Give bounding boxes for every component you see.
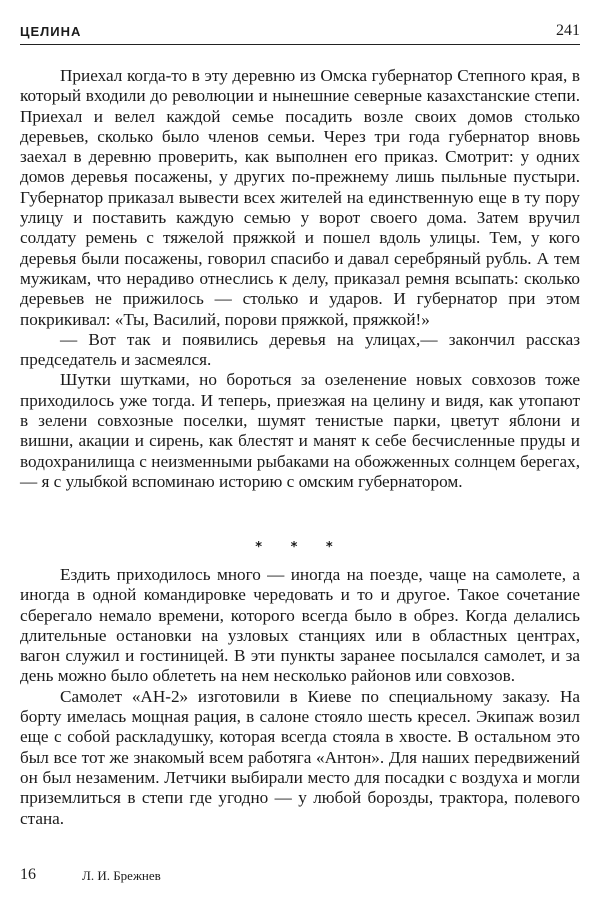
paragraph: — Вот так и появились деревья на улицах,— закончил рассказ председатель и засмеялся. [20, 329, 580, 370]
paragraph: Шутки шутками, но бороться за озеленение новых совхозов тоже приходилось уже тогда. И теперь, приезжая на целину и видя, как утопают в зелени совхозные поселки, шумят тенистые парки, цветут яблони и вишни, акации и сирень, как блестят и манят к себе бесчисленные пруды и водохранилища с неизменными рыбаками на обожженных солнцем берегах,— я с улыбкой вспоминаю историю с омским губернатором. [20, 370, 580, 491]
page-number: 241 [556, 22, 580, 39]
paragraph: Ездить приходилось много — иногда на поезде, чаще на самолете, а иногда в одной командировке чередовать и то и другое. Такое сочетание сберегало немало времени, которого всегда было в обрез. Когда делались длительные остановки на узловых станциях или в областных центрах, вагон служил и гостиницей. В эти пункты заранее посылался самолет, и за день можно было облететь на нем несколько районов или совхозов. [20, 565, 580, 686]
footer-author: Л. И. Брежнев [82, 868, 161, 883]
signature-number: 16 [20, 866, 36, 883]
paragraph: Самолет «АН-2» изготовили в Киеве по специальному заказу. На борту имелась мощная рация, в салоне стояло шесть кресел. Экипаж возил еще с собой раскладушку, которая всегда стояла в хвосте. В остальном это был все тот же знакомый всем работяга «Антон». Для наших передвижений он был незаменим. Летчики выбирали место для посадки с воздуха и могли приземлиться в степи где угодно — у любой борозды, трактора, полевого стана. [20, 686, 580, 828]
text-block-part-1 [20, 66, 580, 492]
section-separator: * * * [255, 540, 345, 555]
section-title: ЦЕЛИНА [20, 24, 82, 39]
text-block-part-2 [20, 565, 580, 829]
running-head [20, 22, 580, 45]
paragraph: Приехал когда-то в эту деревню из Омска губернатор Степного края, в который входили до революции и нынешние северные казахстанские степи. Приехал и велел каждой семье посадить возле своих домов столько деревьев, сколько было членов семьи. Через три года губернатор вновь заехал в деревню проверить, как выполнен его приказ. Смотрит: у одних домов деревья посажены, у других по-прежнему лишь пыльные пустыри. Губернатор приказал вывести всех жителей на единственную еще в ту пору улицу и поставить каждую семью у ворот своего дома. Затем вручил солдату ремень с тяжелой пряжкой и пошел вдоль улицы. Тем, у кого деревья были посажены, говорил спасибо и давал серебряный рубль. А тем мужикам, что нерадиво отнеслись к делу, приказал ремня всыпать: сколько деревьев не прижилось — столько и ударов. И губернатор при этом покрикивал: «Ты, Василий, порови пряжкой, пряжкой!» [20, 66, 580, 329]
